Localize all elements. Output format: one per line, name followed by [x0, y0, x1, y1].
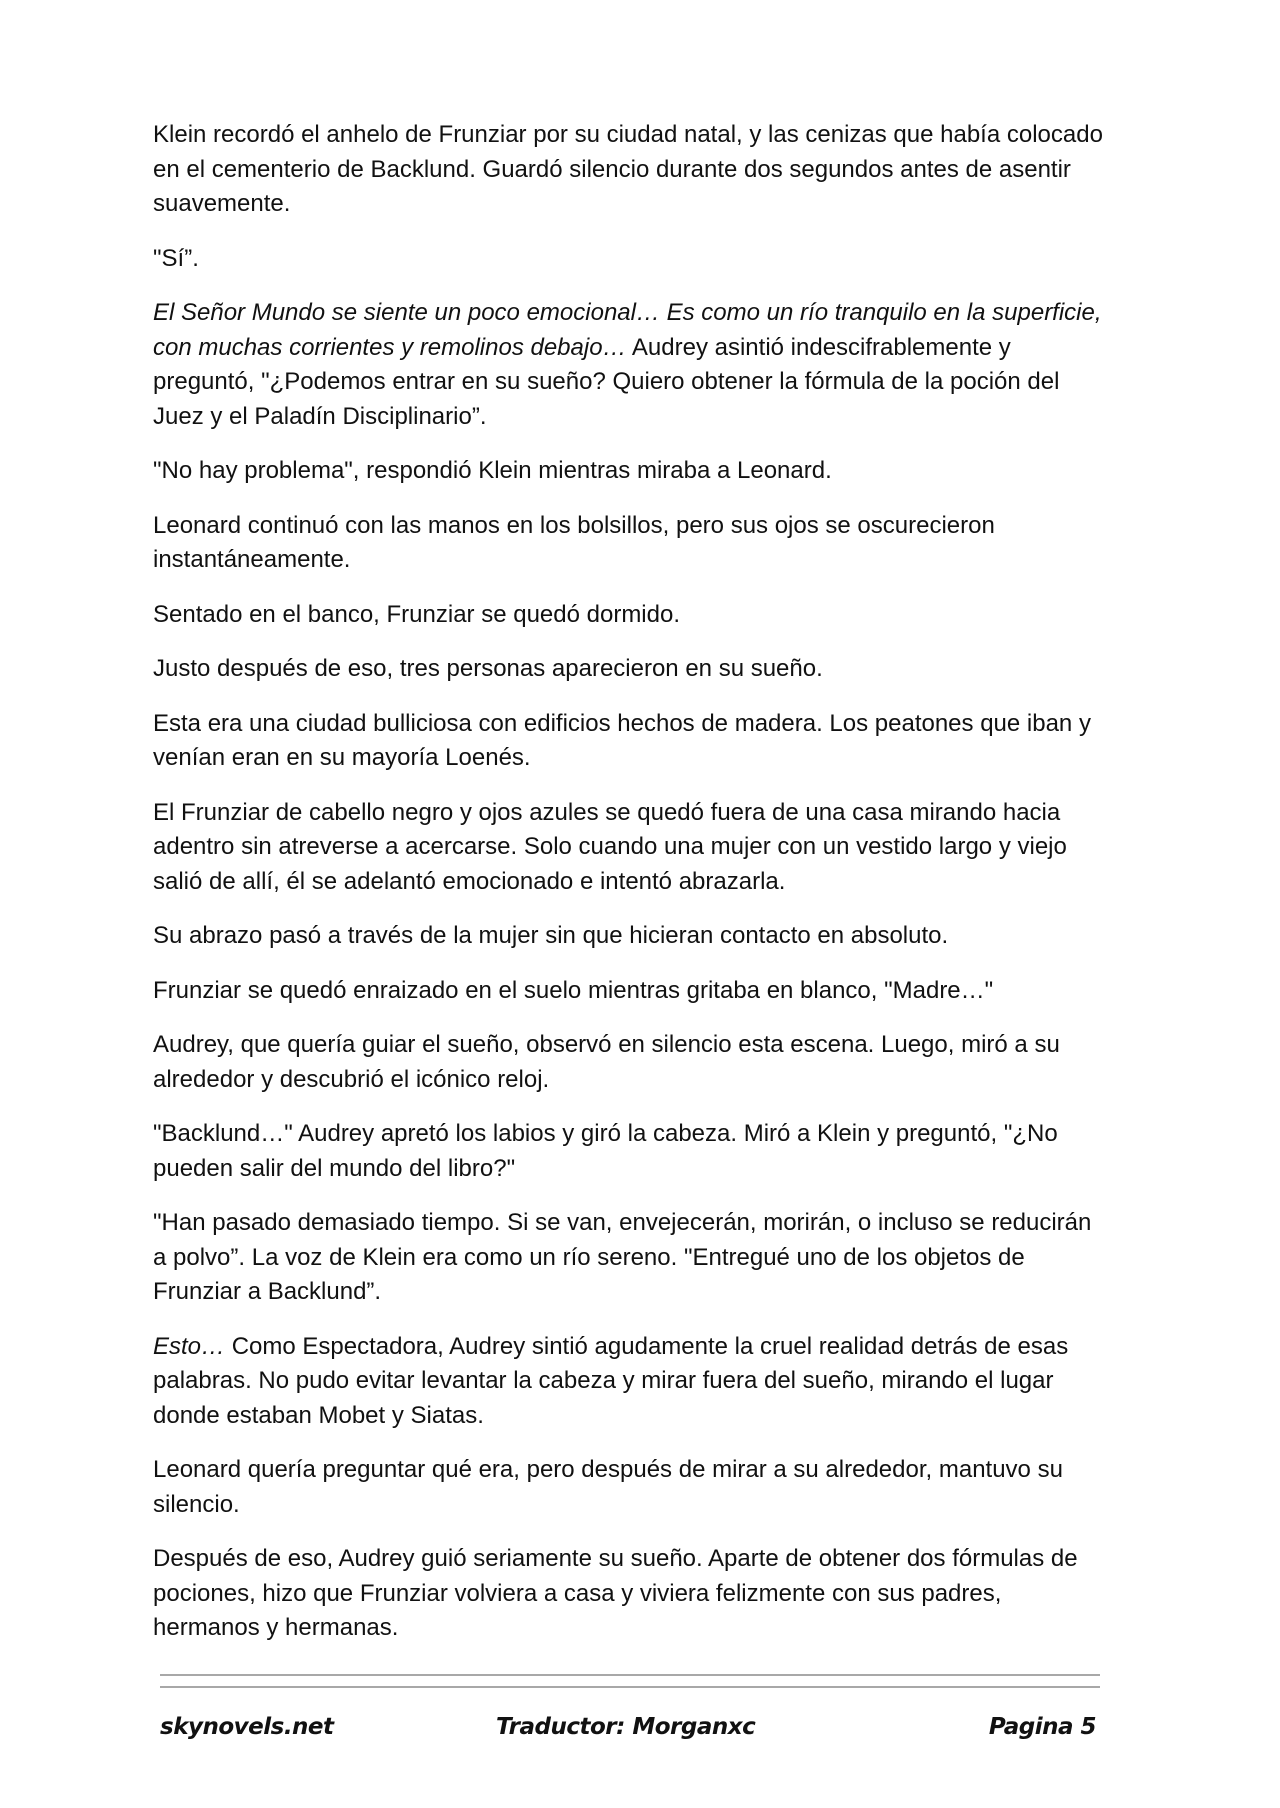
- paragraph: [153, 707, 1103, 776]
- text-segment: "Han pasado demasiado tiempo. Si se van, envejecerán, morirán, o incluso se reducirán a polvo”. La voz de Klein era como un río sereno. "Entregué uno de los objetos de Frunziar a Backlund”.: [153, 1209, 1092, 1305]
- paragraph: [153, 1117, 1103, 1186]
- paragraph: [153, 454, 1103, 489]
- text-segment: Leonard continuó con las manos en los bolsillos, pero sus ojos se oscurecieron instantáneamente.: [153, 511, 995, 573]
- text-segment: Esta era una ciudad bulliciosa con edificios hechos de madera. Los peatones que iban y venían eran en su mayoría Loenés.: [153, 709, 1091, 771]
- paragraph: [153, 1542, 1103, 1646]
- text-segment: Leonard quería preguntar qué era, pero después de mirar a su alrededor, mantuvo su silencio.: [153, 1456, 1063, 1518]
- italic-text: Esto…: [153, 1332, 226, 1360]
- paragraph: [153, 652, 1103, 687]
- paragraph: [153, 1453, 1103, 1522]
- paragraph: [153, 296, 1103, 434]
- paragraph: [153, 509, 1103, 578]
- footer-site: skynovels.net: [160, 1714, 334, 1740]
- text-segment: Después de eso, Audrey guió seriamente su sueño. Aparte de obtener dos fórmulas de pociones, hizo que Frunziar volviera a casa y viviera felizmente con sus padres, hermanos y hermanas.: [153, 1545, 1078, 1641]
- text-segment: Audrey, que quería guiar el sueño, observó en silencio esta escena. Luego, miró a su alrededor y descubrió el icónico reloj.: [153, 1031, 1060, 1093]
- footer-divider-top: [160, 1674, 1100, 1676]
- paragraph: [153, 796, 1103, 900]
- footer-translator: Traductor: Morganxc: [496, 1714, 756, 1740]
- italic-text: El Señor Mundo se siente un poco emocional… Es como un río tranquilo en la superficie, con muchas corrientes y remolinos debajo…: [153, 299, 1102, 361]
- text-segment: Frunziar se quedó enraizado en el suelo mientras gritaba en blanco, "Madre…": [153, 976, 994, 1004]
- text-segment: Klein recordó el anhelo de Frunziar por su ciudad natal, y las cenizas que había colocado en el cementerio de Backlund. Guardó silencio durante dos segundos antes de asentir suavemente.: [153, 121, 1103, 217]
- text-segment: Justo después de eso, tres personas aparecieron en su sueño.: [153, 655, 823, 682]
- text-segment: "No hay problema", respondió Klein mientras miraba a Leonard.: [153, 457, 832, 484]
- paragraph: [153, 1330, 1103, 1434]
- footer-page-number: Pagina 5: [988, 1714, 1096, 1740]
- text-segment: Como Espectadora, Audrey sintió agudamente la cruel realidad detrás de esas palabras. No pudo evitar levantar la cabeza y mirar fuera del sueño, mirando el lugar donde estaban Mobet y Siatas.: [153, 1332, 1069, 1429]
- text-segment: "Sí”.: [153, 244, 199, 272]
- footer-divider-bottom: [160, 1686, 1100, 1688]
- text-segment: "Backlund…" Audrey apretó los labios y giró la cabeza. Miró a Klein y preguntó, "¿No pueden salir del mundo del libro?": [153, 1120, 1058, 1182]
- paragraph: [153, 118, 1103, 222]
- paragraph: [153, 598, 1103, 633]
- paragraph: [153, 242, 1103, 277]
- paragraph: [153, 919, 1103, 954]
- document-body: [153, 118, 1103, 1666]
- text-segment: Su abrazo pasó a través de la mujer sin que hicieran contacto en absoluto.: [153, 922, 949, 949]
- paragraph: [153, 974, 1103, 1009]
- text-segment: El Frunziar de cabello negro y ojos azules se quedó fuera de una casa mirando hacia adentro sin atreverse a acercarse. Solo cuando una mujer con un vestido largo y viejo salió de allí, él se adelantó emocionado e intentó abrazarla.: [153, 798, 1067, 895]
- paragraph: [153, 1028, 1103, 1097]
- text-segment: Sentado en el banco, Frunziar se quedó dormido.: [153, 600, 681, 628]
- text-segment: Audrey asintió indescifrablemente y preguntó, "¿Podemos entrar en su sueño? Quiero obtener la fórmula de la poción del Juez y el Paladín Disciplinario”.: [153, 333, 1060, 430]
- paragraph: [153, 1206, 1103, 1310]
